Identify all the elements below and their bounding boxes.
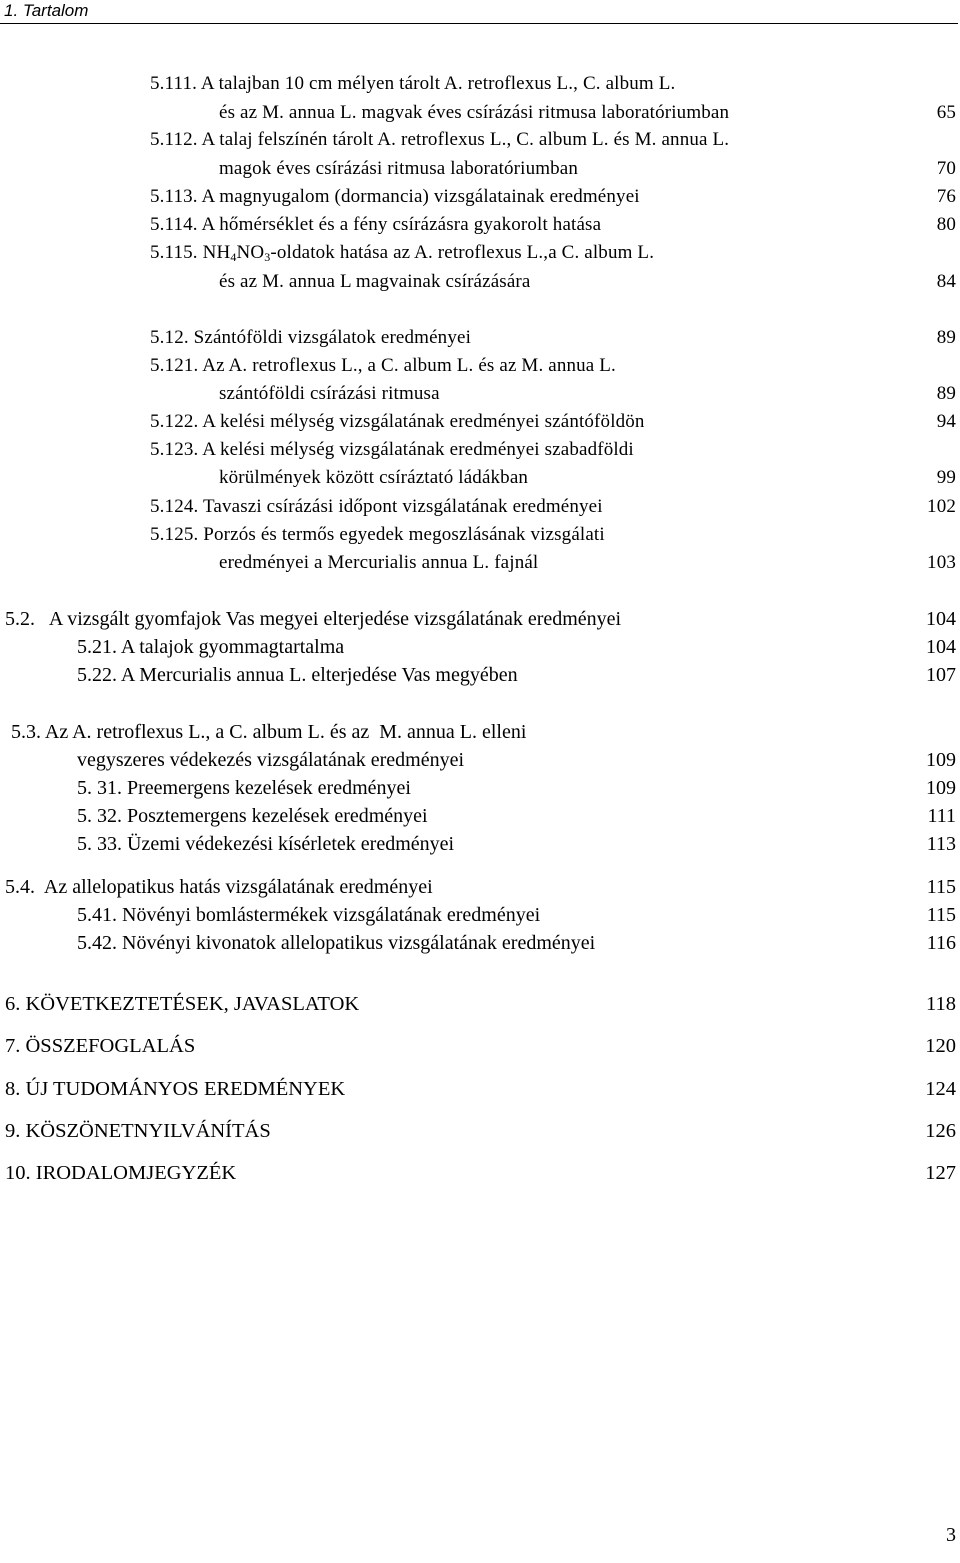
toc-entry-page: 126 [925, 1120, 956, 1142]
toc-entry-5-3-cont[interactable] [77, 747, 956, 773]
toc-entry-label: 6. KÖVETKEZTETÉSEK, JAVASLATOK [5, 993, 360, 1015]
header-rule [0, 23, 958, 24]
toc-entry-page: 113 [926, 833, 956, 855]
toc-entry-label: 5.42. Növényi kivonatok allelopatikus vizsgálatának eredményei [77, 932, 596, 954]
toc-entry-label: 5.2. A vizsgált gyomfajok Vas megyei elterjedése vizsgálatának eredményei [5, 608, 622, 630]
toc-entry-label: 5. 32. Posztemergens kezelések eredményei [77, 805, 428, 827]
toc-entry-5-113[interactable] [150, 184, 956, 210]
page-number: 3 [946, 1524, 956, 1546]
toc-entry-5-4[interactable] [5, 874, 956, 900]
toc-entry-5-115[interactable] [150, 240, 956, 266]
toc-entry-5-121[interactable] [150, 353, 956, 379]
toc-entry-label: 5.3. Az A. retroflexus L., a C. album L. és az M. annua L. elleni [11, 721, 527, 743]
toc-entry-label: vegyszeres védekezés vizsgálatának eredményei [77, 749, 465, 771]
toc-entry-5-12[interactable] [150, 325, 956, 351]
toc-entry-5-111[interactable] [150, 71, 956, 97]
toc-entry-label: és az M. annua L magvainak csírázására [219, 271, 531, 292]
toc-entry-page: 84 [936, 271, 956, 292]
toc-entry-5-22[interactable] [77, 662, 956, 688]
toc-entry-5-125[interactable] [150, 522, 956, 548]
toc-entry-5-32[interactable] [77, 803, 956, 829]
toc-entry-label: 5.113. A magnyugalom (dormancia) vizsgálatainak eredményei [150, 186, 640, 207]
toc-entry-label: 7. ÖSSZEFOGLALÁS [5, 1035, 196, 1057]
toc-entry-7[interactable] [5, 1033, 956, 1059]
toc-entry-5-41[interactable] [77, 902, 956, 928]
toc-entry-page: 116 [926, 932, 956, 954]
toc-entry-page: 70 [936, 158, 956, 179]
toc-entry-8[interactable] [5, 1076, 956, 1102]
toc-entry-label: 9. KÖSZÖNETNYILVÁNÍTÁS [5, 1120, 271, 1142]
toc-entry-5-2[interactable] [5, 606, 956, 632]
toc-entry-page: 120 [925, 1035, 956, 1057]
toc-entry-page: 65 [936, 102, 956, 123]
toc-entry-label: 5.121. Az A. retroflexus L., a C. album L. és az M. annua L. [150, 355, 616, 376]
toc-entry-label: 5.12. Szántóföldi vizsgálatok eredményei [150, 327, 471, 348]
toc-entry-page: 80 [936, 214, 956, 235]
toc-entry-5-115-cont[interactable] [219, 269, 956, 295]
toc-entry-5-33[interactable] [77, 831, 956, 857]
toc-entry-label: 5.4. Az allelopatikus hatás vizsgálatának eredményei [5, 876, 433, 898]
toc-entry-label: 10. IRODALOMJEGYZÉK [5, 1162, 237, 1184]
toc-entry-label: 5.122. A kelési mélység vizsgálatának eredményei szántóföldön [150, 411, 645, 432]
toc-entry-label: 5.22. A Mercurialis annua L. elterjedése Vas megyében [77, 664, 518, 686]
toc-entry-label: 5. 31. Preemergens kezelések eredményei [77, 777, 411, 799]
toc-entry-5-31[interactable] [77, 775, 956, 801]
toc-entry-10[interactable] [5, 1160, 956, 1186]
toc-entry-5-123[interactable] [150, 437, 956, 463]
toc-entry-label: 5.123. A kelési mélység vizsgálatának eredményei szabadföldi [150, 439, 634, 460]
toc-entry-page: 109 [926, 749, 956, 771]
toc-entry-page: 127 [925, 1162, 956, 1184]
toc-entry-label: szántóföldi csírázási ritmusa [219, 383, 440, 404]
toc-entry-5-21[interactable] [77, 634, 956, 660]
toc-entry-label: magok éves csírázási ritmusa laboratóriumban [219, 158, 579, 179]
toc-entry-page: 115 [926, 904, 956, 926]
toc-entry-page: 124 [925, 1078, 956, 1100]
toc-entry-page: 111 [927, 805, 956, 827]
toc-entry-page: 99 [936, 467, 956, 488]
toc-entry-5-124[interactable] [150, 494, 956, 520]
toc-entry-label: 5.115. $NH_4NO_3$-oldatok hatása az A. retroflexus L.,a C. album L. [150, 242, 655, 264]
toc-entry-label: és az M. annua L. magvak éves csírázási ritmusa laboratóriumban [219, 102, 730, 123]
toc-entry-page: 118 [926, 993, 956, 1015]
toc-entry-5-112[interactable] [150, 127, 956, 153]
toc-entry-label: 5.114. A hőmérséklet és a fény csírázásra gyakorolt hatása [150, 214, 602, 235]
toc-entry-5-123-cont[interactable] [219, 465, 956, 491]
toc-entry-page: 102 [927, 496, 956, 517]
toc-entry-label: 5.111. A talajban 10 cm mélyen tárolt A. retroflexus L., C. album L. [150, 73, 676, 94]
toc-entry-5-112-cont[interactable] [219, 156, 956, 182]
toc-entry-label: 5. 33. Üzemi védekezési kísérletek eredményei [77, 833, 455, 855]
toc-entry-label: 5.21. A talajok gyommagtartalma [77, 636, 345, 658]
toc-entry-label: eredményei a Mercurialis annua L. fajnál [219, 552, 539, 573]
toc-entry-page: 89 [936, 327, 956, 348]
toc-entry-label: körülmények között csíráztató ládákban [219, 467, 529, 488]
toc-entry-label: 8. ÚJ TUDOMÁNYOS EREDMÉNYEK [5, 1078, 346, 1100]
toc-entry-5-114[interactable] [150, 212, 956, 238]
toc-entry-page: 103 [927, 552, 956, 573]
toc-entry-page: 115 [926, 876, 956, 898]
toc-entry-label: 5.112. A talaj felszínén tárolt A. retroflexus L., C. album L. és M. annua L. [150, 129, 730, 150]
toc-entry-page: 104 [926, 636, 956, 658]
toc-entry-5-42[interactable] [77, 930, 956, 956]
toc-entry-5-111-cont[interactable] [219, 100, 956, 126]
toc-entry-5-125-cont[interactable] [219, 550, 956, 576]
toc-entry-6[interactable] [5, 991, 956, 1017]
running-head: 1. Tartalom [4, 1, 89, 20]
toc-entry-5-121-cont[interactable] [219, 381, 956, 407]
toc-entry-label: 5.125. Porzós és termős egyedek megoszlásának vizsgálati [150, 524, 605, 545]
toc-entry-page: 89 [936, 383, 956, 404]
toc-entry-page: 107 [926, 664, 956, 686]
toc-entry-9[interactable] [5, 1118, 956, 1144]
toc-entry-label: 5.41. Növényi bomlástermékek vizsgálatának eredményei [77, 904, 541, 926]
toc-entry-page: 76 [936, 186, 956, 207]
toc-entry-page: 104 [926, 608, 956, 630]
toc-entry-label: 5.124. Tavaszi csírázási időpont vizsgálatának eredményei [150, 496, 603, 517]
toc-entry-5-3[interactable] [11, 719, 956, 745]
toc-entry-5-122[interactable] [150, 409, 956, 435]
toc-entry-page: 94 [936, 411, 956, 432]
toc-entry-page: 109 [926, 777, 956, 799]
